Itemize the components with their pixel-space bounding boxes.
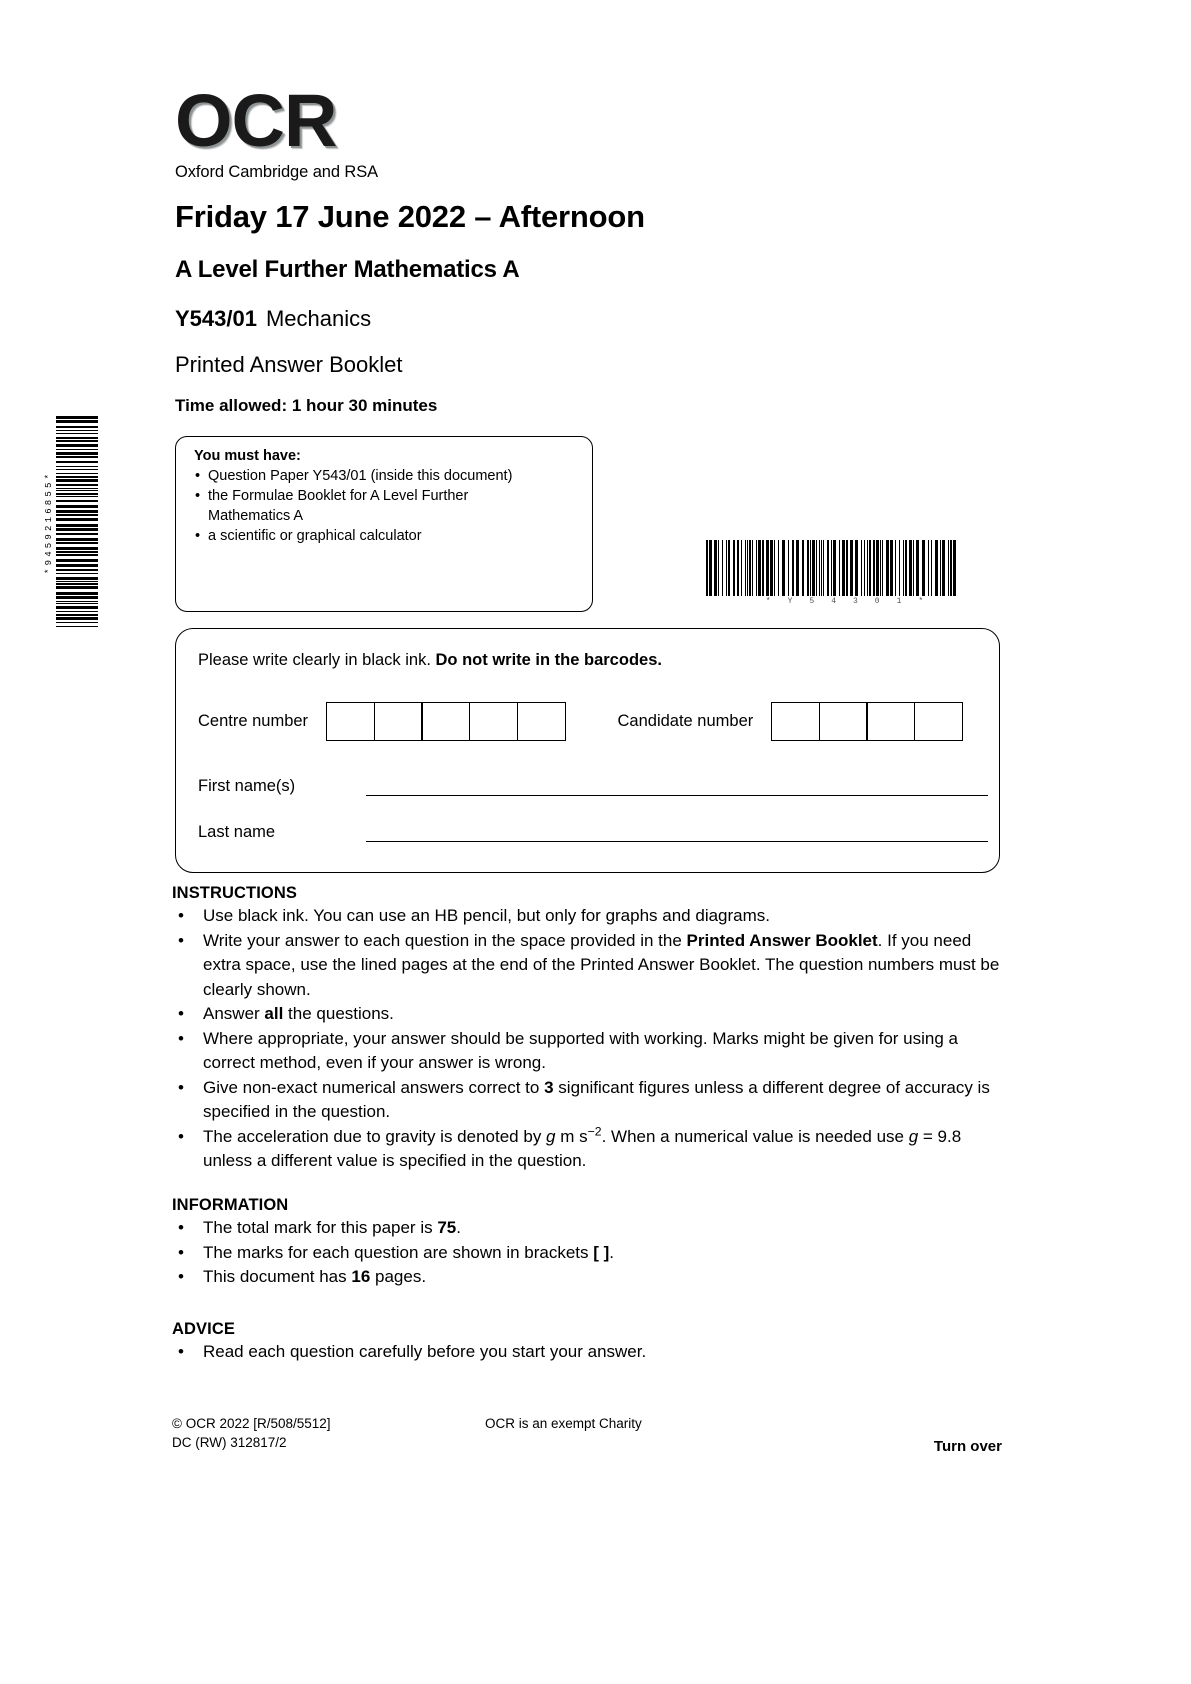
document-code: DC (RW) 312817/2 — [172, 1435, 287, 1450]
digit-cell[interactable] — [517, 702, 566, 741]
barcode-bar — [56, 626, 98, 627]
instructions-list — [172, 904, 1012, 1174]
vertical-barcode-label: *9459216855* — [44, 470, 54, 574]
unit-name: Mechanics — [265, 306, 372, 331]
list-item: • This document has 16 pages. — [172, 1265, 1012, 1290]
unit-line — [175, 306, 371, 332]
information-title: INFORMATION — [172, 1196, 289, 1214]
charity-note: OCR is an exempt Charity — [485, 1416, 642, 1431]
vertical-barcode-bars — [56, 416, 98, 628]
horizontal-barcode-label: *Y54301* — [765, 597, 941, 606]
first-name-row — [198, 775, 988, 796]
digit-cell[interactable] — [914, 702, 963, 741]
digit-cell[interactable] — [819, 702, 868, 741]
candidate-number-input[interactable] — [771, 702, 963, 741]
exam-date-session: Friday 17 June 2022 – Afternoon — [175, 199, 645, 234]
list-item: • The marks for each question are shown in brackets [ ]. — [172, 1241, 1012, 1266]
unit-code: Y543/01 — [175, 306, 257, 331]
list-item: • Read each question carefully before you start your answer. — [172, 1340, 1012, 1365]
digit-cell[interactable] — [421, 702, 470, 741]
horizontal-barcode — [706, 540, 986, 612]
you-must-have-title: You must have: — [194, 448, 301, 464]
you-must-have-box — [175, 436, 593, 612]
copyright-line: © OCR 2022 [R/508/5512] — [172, 1416, 331, 1431]
digit-cell[interactable] — [866, 702, 915, 741]
barcode-bar — [956, 540, 958, 596]
write-clearly-note-bold: Do not write in the barcodes. — [435, 651, 662, 669]
vertical-barcode — [42, 416, 98, 628]
digit-cell[interactable] — [326, 702, 375, 741]
first-name-label: First name(s) — [198, 777, 296, 795]
last-name-label: Last name — [198, 823, 276, 841]
list-item: • Use black ink. You can use an HB pencil, but only for graphs and diagrams. — [172, 904, 1012, 929]
digit-cell[interactable] — [374, 702, 423, 741]
information-list — [172, 1216, 1012, 1290]
list-item: • Where appropriate, your answer should be supported with working. Marks might be given for using a correct method, even if your answer is wrong. — [172, 1027, 1012, 1076]
digit-cell[interactable] — [469, 702, 518, 741]
write-clearly-note-plain: Please write clearly in black ink. — [198, 651, 436, 669]
candidate-number-label: Candidate number — [617, 712, 754, 730]
ocr-logo-mark: OCR — [175, 79, 337, 162]
last-name-row — [198, 821, 988, 842]
advice-section — [172, 1320, 1012, 1365]
list-item-continuation: Mathematics A — [208, 508, 304, 524]
page-footer — [172, 1414, 1002, 1454]
list-item: • Write your answer to each question in the space provided in the Printed Answer Booklet. If you need extra space, use the lined pages at the end of the Printed Answer Booklet. The question numbers must be clearly shown. — [172, 929, 1012, 1003]
instructions-title: INSTRUCTIONS — [172, 884, 297, 902]
you-must-have-list — [194, 466, 578, 546]
advice-title: ADVICE — [172, 1320, 235, 1338]
digit-cell[interactable] — [771, 702, 820, 741]
centre-number-input[interactable] — [326, 702, 565, 741]
horizontal-barcode-bars — [706, 540, 986, 596]
list-item: • Give non-exact numerical answers correct to 3 significant figures unless a different degree of accuracy is specified in the question. — [172, 1076, 1012, 1125]
number-fields-row — [198, 702, 988, 741]
advice-list — [172, 1340, 1012, 1365]
list-item: • The total mark for this paper is 75. — [172, 1216, 1012, 1241]
list-item: • a scientific or graphical calculator — [194, 526, 578, 546]
list-item: • The acceleration due to gravity is denoted by g m $s^{-2}$. When a numerical value is needed use g = 9.8 unless a different value is specified in the question. — [172, 1125, 1012, 1174]
ocr-logo — [175, 79, 435, 182]
write-clearly-note — [198, 651, 662, 670]
time-allowed: Time allowed: 1 hour 30 minutes — [175, 396, 438, 415]
candidate-details-box — [175, 628, 1000, 873]
booklet-type: Printed Answer Booklet — [175, 352, 403, 377]
information-section — [172, 1196, 1012, 1290]
qualification-title: A Level Further Mathematics A — [175, 256, 520, 283]
list-item: • Question Paper Y543/01 (inside this document) — [194, 466, 578, 486]
centre-number-label: Centre number — [198, 712, 309, 730]
instructions-section — [172, 884, 1012, 1174]
list-item: • Answer all the questions. — [172, 1002, 1012, 1027]
first-name-input[interactable] — [366, 775, 988, 796]
turn-over-label: Turn over — [933, 1438, 1002, 1455]
ocr-logo-strapline: Oxford Cambridge and RSA — [175, 163, 379, 181]
list-item: • the Formulae Booklet for A Level Further — [194, 486, 578, 506]
last-name-input[interactable] — [366, 821, 988, 842]
